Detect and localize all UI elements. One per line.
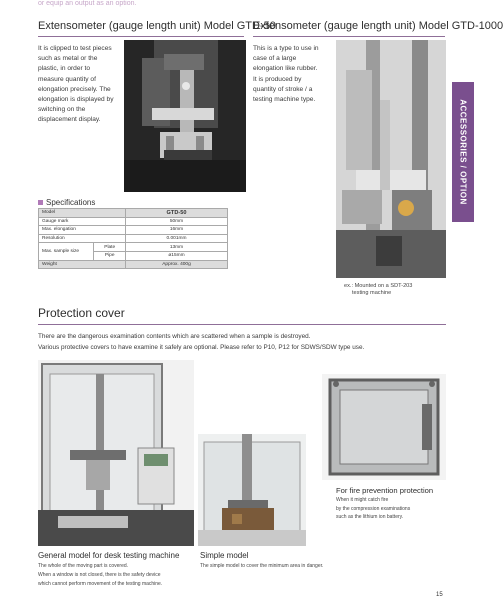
text-line: This is a type to use in	[253, 45, 319, 52]
text-line: displacement display.	[38, 116, 101, 124]
fire-protection-title: For fire prevention protection	[336, 486, 434, 495]
text-line: quantity of stroke / a	[253, 85, 313, 93]
gtd50-title: Extensometer (gauge length unit) Model GTD-50	[38, 20, 276, 32]
fire-protection-description	[336, 496, 448, 522]
spec-label-resolution: Resolution	[39, 234, 126, 243]
text-line: When it might catch fire	[336, 497, 389, 503]
spec-value-resolution: 0.001mm	[126, 234, 228, 243]
text-line: case of a large	[253, 55, 297, 63]
text-line: which cannot perform movement of the testing machine.	[38, 581, 163, 587]
gtd1000-title-rule	[253, 36, 445, 37]
protection-cover-title: Protection cover	[38, 306, 125, 320]
gtd50-title-rule	[38, 36, 244, 37]
table-row	[39, 260, 228, 269]
text-line: elongation is displayed by	[38, 96, 114, 104]
fire-protection-photo	[322, 374, 446, 480]
table-row	[39, 226, 228, 235]
spec-label-weight: Weight	[39, 260, 126, 269]
gtd1000-caption	[344, 283, 444, 297]
text-line: switching on the	[38, 106, 86, 114]
side-tab-label: ACCESSORIES / OPTION	[458, 99, 468, 205]
general-model-photo	[38, 360, 194, 546]
gtd50-description	[38, 44, 138, 126]
spec-value-pipe: ø15mm	[126, 251, 228, 260]
text-line: measure quantity of	[38, 75, 96, 83]
specifications-heading-text: Specifications	[46, 198, 96, 207]
caption-line: testing machine	[352, 290, 392, 296]
spec-label-model: Model	[39, 209, 126, 218]
gtd1000-description	[253, 44, 335, 105]
text-line: testing machine type.	[253, 96, 316, 104]
text-line: When a window is not closed, there is the safety device	[38, 572, 161, 578]
text-line: It is produced by	[253, 75, 302, 83]
bullet-square-icon	[38, 200, 43, 205]
simple-model-description	[200, 562, 370, 571]
specifications-heading	[38, 198, 95, 207]
gtd1000-photo	[336, 40, 446, 278]
protection-title-rule	[38, 324, 446, 325]
spec-label-elongation: Max. elongation	[39, 226, 126, 235]
table-row	[39, 243, 228, 252]
spec-value-plate: 13mm	[126, 243, 228, 252]
spec-value-elongation: 16mm	[126, 226, 228, 235]
spec-label-pipe: Pipe	[94, 251, 126, 260]
spec-label-sample-size: Max. sample size	[39, 243, 94, 260]
simple-model-title: Simple model	[200, 551, 249, 560]
text-line: such as the lithium ion battery.	[336, 514, 404, 520]
top-text-fragment: or equip an output as an option.	[38, 0, 137, 7]
spec-value-gauge: 50mm	[126, 217, 228, 226]
text-line: elongation precisely. The	[38, 85, 111, 93]
general-model-title: General model for desk testing machine	[38, 551, 180, 560]
gtd50-photo	[124, 40, 246, 192]
text-line: The simple model to cover the minimum area in danger.	[200, 563, 324, 569]
table-row	[39, 217, 228, 226]
text-line: The whole of the moving part is covered.	[38, 563, 129, 569]
spec-label-gauge: Gauge mark	[39, 217, 126, 226]
general-model-description	[38, 562, 208, 589]
text-line: It is clipped to test pieces	[38, 45, 112, 52]
spec-label-plate: Plate	[94, 243, 126, 252]
spec-value-weight: Approx. 400g	[126, 260, 228, 269]
spec-value-model: GTD-50	[126, 209, 228, 218]
table-row	[39, 234, 228, 243]
gtd1000-title: Extensometer (gauge length unit) Model GTD-1000	[253, 20, 503, 32]
simple-model-photo	[198, 434, 306, 546]
text-line: Various protective covers to have examine it safely are optional. Please refer to P10, P12 for SDWS/SDW type use.	[38, 344, 365, 351]
text-line: plastic, in order to	[38, 65, 91, 73]
text-line: There are the dangerous examination contents which are scattered when a sample is destroyed.	[38, 333, 311, 340]
caption-line: ex.: Mounted on a SDT-203	[344, 283, 413, 289]
protection-description	[38, 331, 448, 353]
text-line: elongation like rubber.	[253, 65, 318, 73]
accessories-option-tab	[452, 82, 474, 222]
text-line: by the compression examinations	[336, 505, 411, 512]
text-line: such as metal or the	[38, 55, 98, 63]
page-number: 15	[436, 592, 443, 598]
specifications-table	[38, 208, 228, 269]
table-row	[39, 209, 228, 218]
